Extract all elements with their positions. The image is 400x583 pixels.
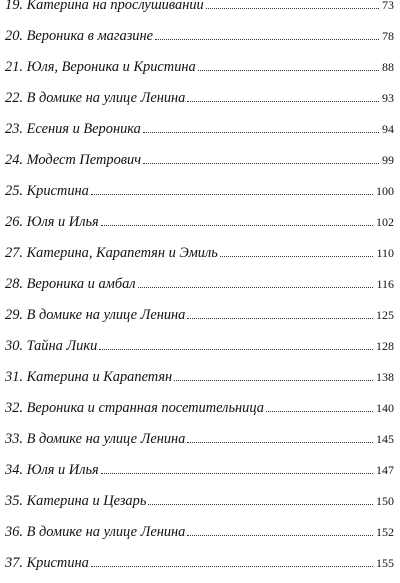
- toc-entry-page: 100: [376, 184, 394, 198]
- toc-entry: [5, 366, 394, 386]
- toc-entry: [5, 180, 394, 200]
- toc-entry: [5, 521, 394, 541]
- dot-leader: [91, 193, 373, 195]
- dot-leader: [187, 441, 373, 443]
- toc-entry-title: 21. Юля, Вероника и Кристина: [5, 59, 196, 75]
- toc-entry: [5, 397, 394, 417]
- toc-entry-page: 145: [376, 432, 394, 446]
- toc-entry: [5, 304, 394, 324]
- toc-entry: [5, 211, 394, 231]
- toc-entry: [5, 87, 394, 107]
- toc-entry-title: 29. В домике на улице Ленина: [5, 307, 186, 323]
- dot-leader: [198, 69, 379, 71]
- toc-entry-title: 35. Катерина и Цезарь: [5, 493, 147, 509]
- dot-leader: [91, 565, 373, 567]
- toc-entry-page: 116: [376, 277, 394, 291]
- toc-entry-page: 152: [376, 525, 394, 539]
- toc-entry-title: 25. Кристина: [5, 183, 89, 199]
- toc-entry-page: 102: [376, 215, 394, 229]
- toc-entry-title: 20. Вероника в магазине: [5, 28, 154, 44]
- dot-leader: [187, 534, 373, 536]
- toc-entry-page: 155: [376, 556, 394, 570]
- dot-leader: [155, 38, 379, 40]
- toc-entry: [5, 56, 394, 76]
- dot-leader: [101, 224, 373, 226]
- toc-entry-title: 28. Вероника и амбал: [5, 276, 136, 292]
- toc-entry-title: 23. Есения и Вероника: [5, 121, 141, 137]
- toc-entry-title: 26. Юля и Илья: [5, 214, 99, 230]
- dot-leader: [101, 472, 373, 474]
- toc-entry: [5, 459, 394, 479]
- dot-leader: [220, 255, 374, 257]
- dot-leader: [187, 100, 379, 102]
- toc-entry-title: 19. Катерина на прослушивании: [5, 0, 204, 13]
- toc-entry-page: 147: [376, 463, 394, 477]
- dot-leader: [99, 348, 373, 350]
- toc-entry-page: 93: [382, 91, 394, 105]
- toc-entry-page: 138: [376, 370, 394, 384]
- dot-leader: [138, 286, 374, 288]
- dot-leader: [143, 162, 379, 164]
- dot-leader: [187, 317, 373, 319]
- toc-entry-title: 22. В домике на улице Ленина: [5, 90, 186, 106]
- toc-entry-title: 32. Вероника и странная посетительница: [5, 400, 264, 416]
- toc-entry-title: 31. Катерина и Карапетян: [5, 369, 173, 385]
- toc-entry: [5, 552, 394, 572]
- toc-entry-page: 78: [382, 29, 394, 43]
- dot-leader: [174, 379, 373, 381]
- toc-entry: [5, 273, 394, 293]
- toc-entry-title: 30. Тайна Лики: [5, 338, 98, 354]
- toc-entry-page: 125: [376, 308, 394, 322]
- toc-entry-title: 33. В домике на улице Ленина: [5, 431, 186, 447]
- toc-entry-page: 150: [376, 494, 394, 508]
- toc-entry-page: 73: [382, 0, 394, 12]
- dot-leader: [143, 131, 379, 133]
- toc-entry: [5, 242, 394, 262]
- toc-entry: [5, 335, 394, 355]
- dot-leader: [206, 7, 379, 9]
- toc-entry-page: 88: [382, 60, 394, 74]
- toc-entry: [5, 490, 394, 510]
- dot-leader: [266, 410, 373, 412]
- toc-entry-page: 140: [376, 401, 394, 415]
- dot-leader: [148, 503, 373, 505]
- toc-entry-title: 37. Кристина: [5, 555, 89, 571]
- toc-entry-page: 110: [376, 246, 394, 260]
- toc-entry-title: 34. Юля и Илья: [5, 462, 99, 478]
- toc-entry-page: 128: [376, 339, 394, 353]
- toc-entry: [5, 428, 394, 448]
- toc-entry-page: 94: [382, 122, 394, 136]
- toc-entry: [5, 118, 394, 138]
- toc-entry-title: 27. Катерина, Карапетян и Эмиль: [5, 245, 218, 261]
- toc-entry: [5, 25, 394, 45]
- toc-entry-title: 36. В домике на улице Ленина: [5, 524, 186, 540]
- toc-entry: [5, 0, 394, 14]
- toc-entry-title: 24. Модест Петрович: [5, 152, 142, 168]
- toc-entry-page: 99: [382, 153, 394, 167]
- toc-entry: [5, 149, 394, 169]
